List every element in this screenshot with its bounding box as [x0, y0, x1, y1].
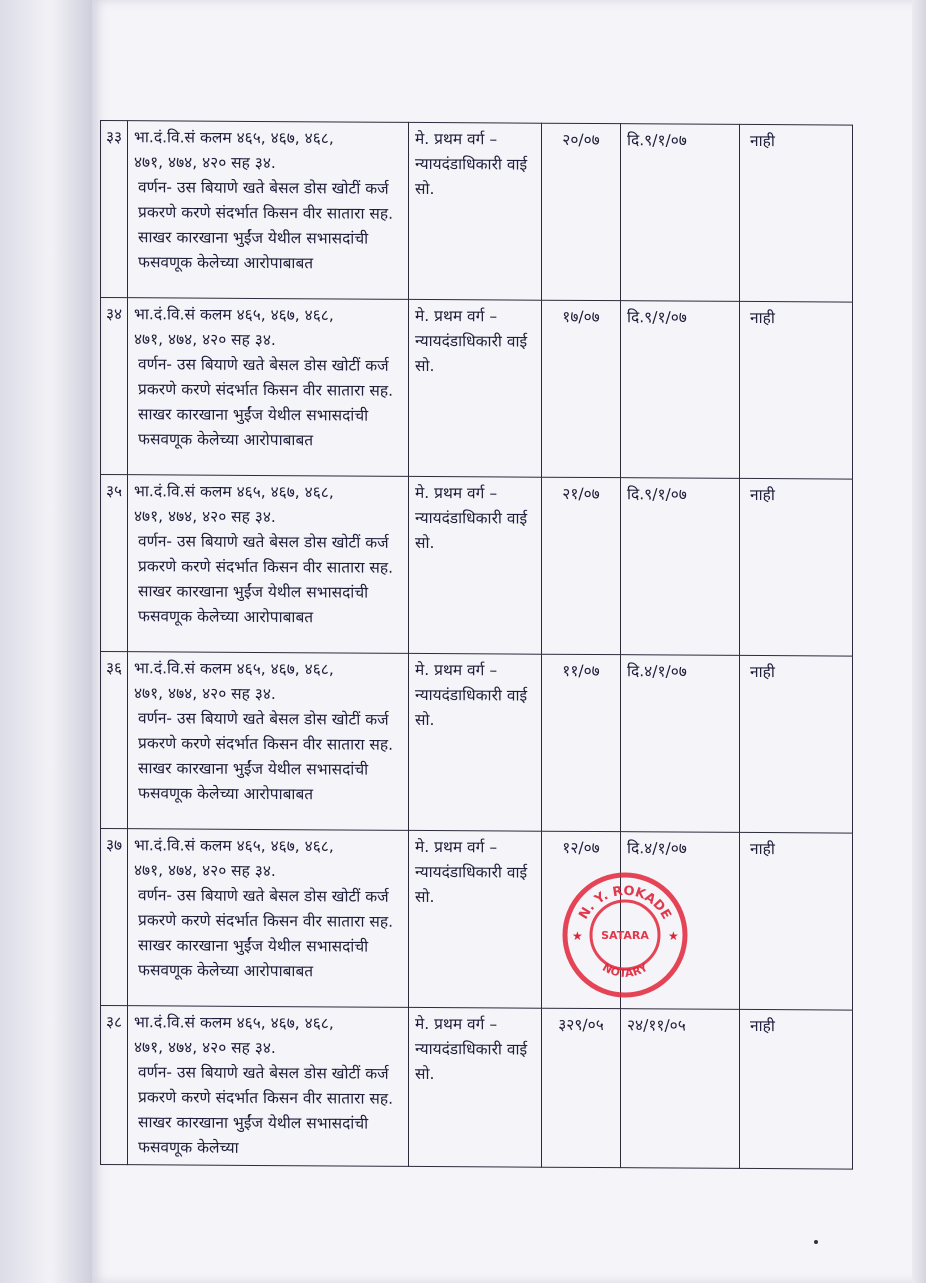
row-number: ३७ — [101, 829, 128, 1006]
table-row — [101, 652, 853, 834]
result-status: नाही — [740, 478, 853, 656]
offence-description — [128, 829, 409, 1008]
case-number: १२/०७ — [542, 831, 621, 1008]
offence-description — [128, 475, 409, 654]
result-status: नाही — [740, 124, 853, 302]
court-name: मे. प्रथम वर्ग – न्यायदंडाधिकारी वाई सो. — [409, 122, 542, 300]
section-line-1: भा.दं.वि.सं कलम ४६५, ४६७, ४६८, — [134, 659, 334, 679]
case-date: दि.९/१/०७ — [621, 124, 740, 302]
stamp-star-left: ★ — [572, 929, 583, 943]
scan-left-margin — [0, 0, 92, 1283]
result-status: नाही — [740, 832, 853, 1010]
section-line-1: भा.दं.वि.सं कलम ४६५, ४६७, ४६८, — [134, 128, 334, 148]
section-line-2: ४७१, ४७४, ४२० सह ३४. — [134, 1038, 276, 1058]
cases-table — [100, 120, 853, 1170]
row-number: ३६ — [101, 652, 128, 829]
section-line-1: भा.दं.वि.सं कलम ४६५, ४६७, ४६८, — [134, 836, 334, 856]
offence-description — [128, 121, 409, 300]
section-line-2: ४७१, ४७४, ४२० सह ३४. — [134, 507, 276, 527]
description-body: वर्णन- उस बियाणे खते बेसल डोस खोटीं कर्ज प्रकरणे करणे संदर्भात किसन वीर सातारा सह. साखर कारखाना भुईंज येथील सभासदांची फसवणूक केलेच्या आरोपाबाबत — [138, 709, 394, 804]
case-number: १७/०७ — [542, 300, 621, 477]
description-body: वर्णन- उस बियाणे खते बेसल डोस खोटीं कर्ज प्रकरणे करणे संदर्भात किसन वीर सातारा सह. साखर कारखाना भुईंज येथील सभासदांची फसवणूक केलेच्या आरोपाबाबत — [138, 178, 394, 273]
page-edge — [912, 0, 926, 1283]
offence-description — [128, 1006, 409, 1167]
case-number: ३२९/०५ — [542, 1008, 621, 1167]
court-name: मे. प्रथम वर्ग – न्यायदंडाधिकारी वाई सो. — [409, 476, 542, 654]
section-line-1: भा.दं.वि.सं कलम ४६५, ४६७, ४६८, — [134, 1013, 334, 1033]
notary-stamp — [560, 870, 690, 1000]
result-status: नाही — [740, 655, 853, 833]
stamp-center-text: SATARA — [601, 929, 649, 942]
section-line-1: भा.दं.वि.सं कलम ४६५, ४६७, ४६८, — [134, 305, 334, 325]
result-status: नाही — [740, 1009, 853, 1169]
section-line-2: ४७१, ४७४, ४२० सह ३४. — [134, 153, 276, 173]
court-name: मे. प्रथम वर्ग – न्यायदंडाधिकारी वाई सो. — [409, 1007, 542, 1167]
table-row — [101, 475, 853, 657]
row-number: ३५ — [101, 475, 128, 652]
section-line-2: ४७१, ४७४, ४२० सह ३४. — [134, 684, 276, 704]
stamp-top-text: N. Y. ROKADE — [576, 883, 674, 923]
section-line-1: भा.दं.वि.सं कलम ४६५, ४६७, ४६८, — [134, 482, 334, 502]
case-date: दि.९/१/०७ — [621, 478, 740, 656]
court-name: मे. प्रथम वर्ग – न्यायदंडाधिकारी वाई सो. — [409, 830, 542, 1008]
description-body: वर्णन- उस बियाणे खते बेसल डोस खोटीं कर्ज प्रकरणे करणे संदर्भात किसन वीर सातारा सह. साखर कारखाना भुईंज येथील सभासदांची फसवणूक केलेच्या — [138, 1063, 394, 1157]
case-date: दि.४/१/०७ — [621, 832, 740, 1010]
stamp-star-right: ★ — [668, 929, 679, 943]
court-name: मे. प्रथम वर्ग – न्यायदंडाधिकारी वाई सो. — [409, 299, 542, 477]
row-number: ३८ — [101, 1006, 128, 1165]
case-number: ११/०७ — [542, 654, 621, 831]
table-row — [101, 298, 853, 480]
description-body: वर्णन- उस बियाणे खते बेसल डोस खोटीं कर्ज प्रकरणे करणे संदर्भात किसन वीर सातारा सह. साखर कारखाना भुईंज येथील सभासदांची फसवणूक केलेच्या आरोपाबाबत — [138, 886, 394, 981]
result-status: नाही — [740, 301, 853, 479]
description-body: वर्णन- उस बियाणे खते बेसल डोस खोटीं कर्ज प्रकरणे करणे संदर्भात किसन वीर सातारा सह. साखर कारखाना भुईंज येथील सभासदांची फसवणूक केलेच्या आरोपाबाबत — [138, 355, 394, 450]
case-date: दि.९/१/०७ — [621, 301, 740, 479]
table-row — [101, 829, 853, 1011]
offence-description — [128, 298, 409, 477]
section-line-2: ४७१, ४७४, ४२० सह ३४. — [134, 861, 276, 881]
stamp-bottom-text: NOTARY — [600, 960, 650, 981]
case-number: २०/०७ — [542, 123, 621, 300]
court-name: मे. प्रथम वर्ग – न्यायदंडाधिकारी वाई सो. — [409, 653, 542, 831]
case-date: २४/११/०५ — [621, 1009, 740, 1169]
table-row — [101, 1006, 853, 1170]
speck — [814, 1240, 818, 1244]
row-number: ३३ — [101, 121, 128, 298]
description-body: वर्णन- उस बियाणे खते बेसल डोस खोटीं कर्ज प्रकरणे करणे संदर्भात किसन वीर सातारा सह. साखर कारखाना भुईंज येथील सभासदांची फसवणूक केलेच्या आरोपाबाबत — [138, 532, 394, 627]
table-row — [101, 121, 853, 303]
row-number: ३४ — [101, 298, 128, 475]
case-number: २१/०७ — [542, 477, 621, 654]
offence-description — [128, 652, 409, 831]
section-line-2: ४७१, ४७४, ४२० सह ३४. — [134, 330, 276, 350]
case-date: दि.४/१/०७ — [621, 655, 740, 833]
